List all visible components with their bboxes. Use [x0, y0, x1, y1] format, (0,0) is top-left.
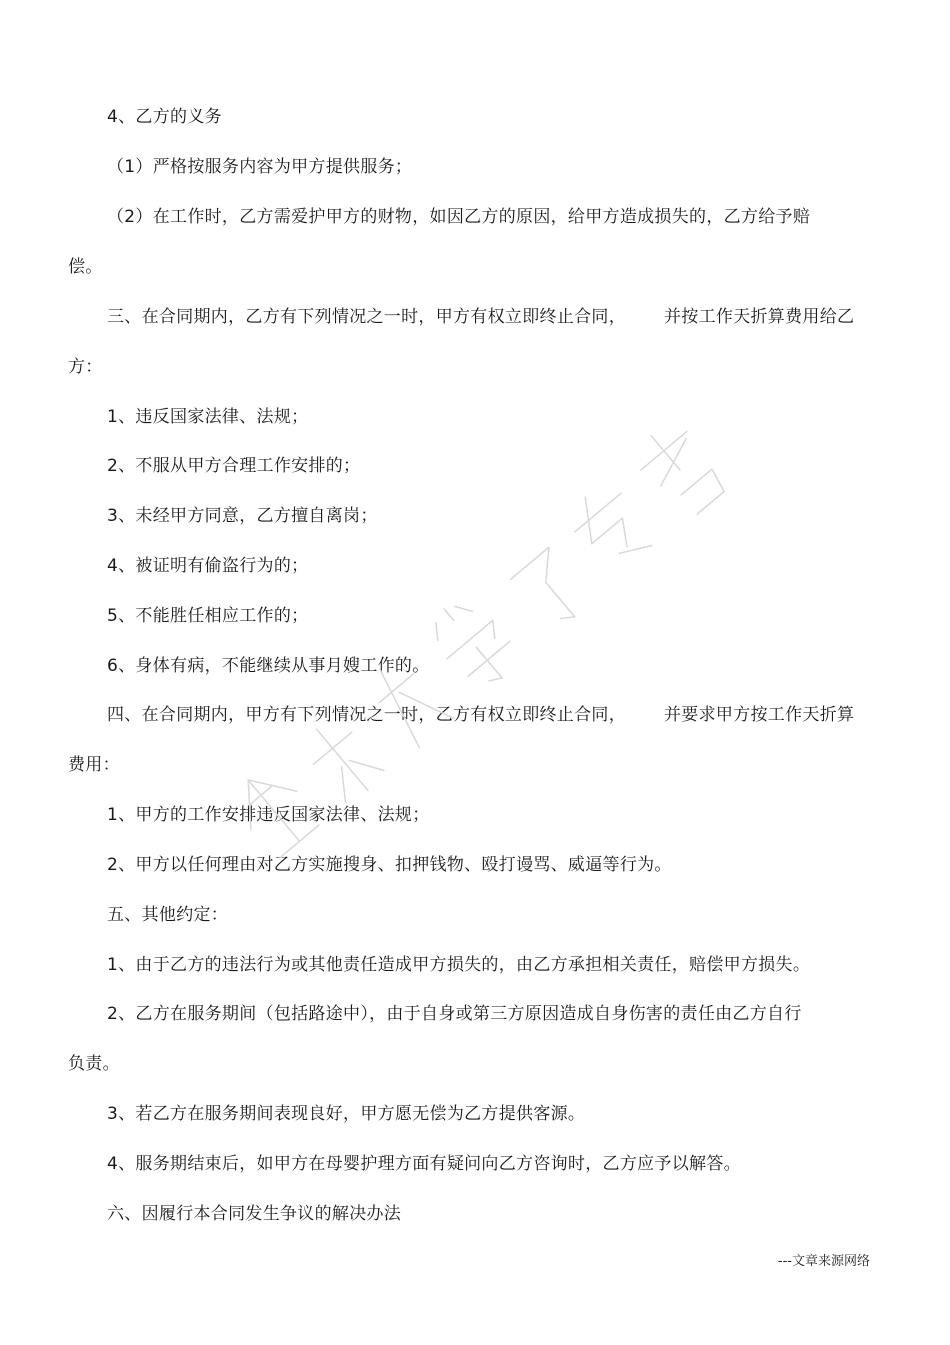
text-line: 5、不能胜任相应工作的； [107, 606, 309, 626]
text-segment: 四、在合同期内，甲方有下列情况之一时，乙方有权立即终止合同， [107, 705, 626, 725]
text-line: 1、由于乙方的违法行为或其他责任造成甲方损失的，由乙方承担相关责任，赔偿甲方损失。 [107, 955, 811, 975]
text-line: 4、被证明有偷盗行为的； [107, 556, 309, 576]
text-line [107, 306, 854, 328]
text-line: 4、乙方的义务 [107, 107, 222, 127]
text-line [107, 704, 854, 726]
text-line: 偿。 [68, 257, 103, 277]
text-line: 6、身体有病，不能继续从事月嫂工作的。 [107, 656, 430, 676]
text-line: 方： [68, 357, 103, 377]
text-line: 3、未经甲方同意，乙方擅自离岗； [107, 506, 378, 526]
text-line: 2、不服从甲方合理工作安排的； [107, 456, 361, 476]
text-line: 1、违反国家法律、法规； [107, 407, 309, 427]
text-line: 2、甲方以任何理由对乙方实施搜身、扣押钱物、殴打谩骂、威逼等行为。 [107, 855, 672, 875]
text-line: 3、若乙方在服务期间表现良好，甲方愿无偿为乙方提供客源。 [107, 1104, 586, 1124]
text-line: 费用： [68, 755, 120, 775]
text-line: （1）严格按服务内容为甲方提供服务； [107, 157, 413, 177]
text-segment: 并按工作天折算费用给乙 [664, 307, 855, 327]
text-line: 五、其他约定： [107, 905, 229, 925]
text-line: 六、因履行本合同发生争议的解决办法 [107, 1204, 402, 1224]
text-line: 4、服务期结束后，如甲方在母婴护理方面有疑问向乙方咨询时，乙方应予以解答。 [107, 1154, 741, 1174]
text-line: 负责。 [68, 1054, 120, 1074]
text-segment: 并要求甲方按工作天折算 [664, 705, 855, 725]
text-line: 2、乙方在服务期间（包括路途中），由于自身或第三方原因造成自身伤害的责任由乙方自行 [107, 1004, 802, 1024]
footer-source: ---文章来源网络 [777, 1254, 870, 1269]
text-line: （2）在工作时，乙方需爱护甲方的财物，如因乙方的原因，给甲方造成损失的，乙方给予赔 [107, 207, 811, 227]
text-segment: 三、在合同期内，乙方有下列情况之一时，甲方有权立即终止合同， [107, 307, 626, 327]
text-line: 1、甲方的工作安排违反国家法律、法规； [107, 805, 430, 825]
